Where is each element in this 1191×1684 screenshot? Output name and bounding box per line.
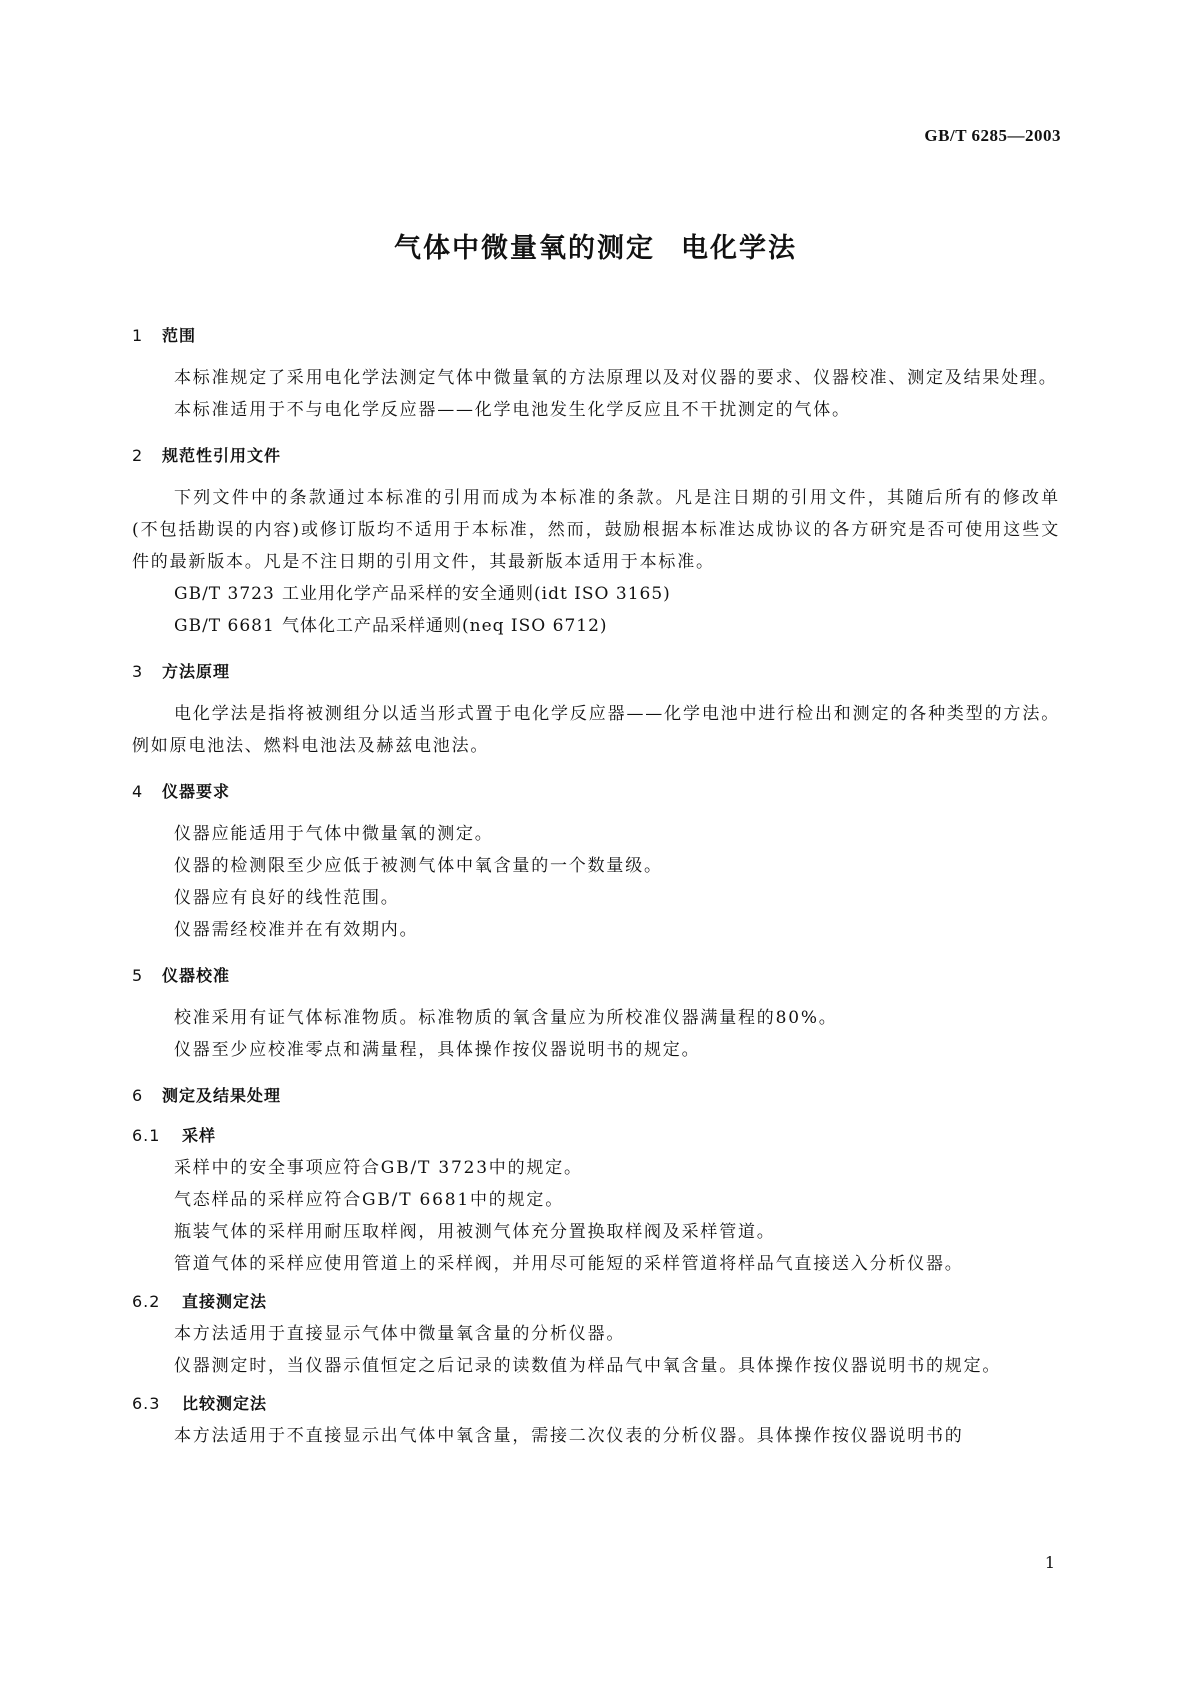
section-4-line: 仪器应有良好的线性范围。: [174, 888, 400, 908]
document-title: [0, 226, 1191, 265]
section-4-line: 仪器应能适用于气体中微量氧的测定。: [174, 824, 494, 844]
reference-code: GB/T 6681: [174, 616, 275, 636]
reference-item: [132, 578, 1060, 610]
section-4-line: 仪器的检测限至少应低于被测气体中氧含量的一个数量级。: [174, 856, 663, 876]
subsection-6-1-line: 气态样品的采样应符合GB/T 6681中的规定。: [174, 1190, 565, 1210]
section-number: 6: [132, 1086, 144, 1105]
subsection-title: 采样: [182, 1126, 217, 1145]
section-title: 仪器校准: [162, 966, 231, 985]
section-3-paragraph-1: 电化学法是指将被测组分以适当形式置于电化学反应器——化学电池中进行检出和测定的各种类型的方法。例如原电池法、燃料电池法及赫兹电池法。: [132, 704, 1060, 756]
subsection-6-2-paragraph-2: 仪器测定时，当仪器示值恒定之后记录的读数值为样品气中氧含量。具体操作按仪器说明书的规定。: [174, 1356, 1002, 1376]
section-3-heading: [132, 658, 1060, 686]
section-title: 测定及结果处理: [162, 1086, 282, 1105]
subsection-6-2-heading: [132, 1288, 1060, 1316]
subsection-number: 6.1: [132, 1126, 161, 1145]
subsection-title: 直接测定法: [182, 1292, 268, 1311]
subsection-number: 6.2: [132, 1292, 161, 1311]
section-title: 仪器要求: [162, 782, 231, 801]
document-body: [132, 322, 1060, 1452]
section-1-heading: [132, 322, 1060, 350]
title-part-2: 电化学法: [681, 233, 797, 264]
subsection-6-1-line: 管道气体的采样应使用管道上的采样阀，并用尽可能短的采样管道将样品气直接送入分析仪器。: [174, 1254, 964, 1274]
section-title: 规范性引用文件: [162, 446, 282, 465]
section-number: 3: [132, 662, 144, 681]
section-2-paragraph-1: 下列文件中的条款通过本标准的引用而成为本标准的条款。凡是注日期的引用文件，其随后所有的修改单(不包括勘误的内容)或修订版均不适用于本标准，然而，鼓励根据本标准达成协议的各方研究是否可使用这些文件的最新版本。凡是不注日期的引用文件，其最新版本适用于本标准。: [132, 488, 1060, 572]
reference-item: [132, 610, 1060, 642]
section-6-heading: [132, 1082, 1060, 1110]
reference-title: 工业用化学产品采样的安全通则(idt ISO 3165): [282, 584, 671, 604]
section-5-line: 仪器至少应校准零点和满量程，具体操作按仪器说明书的规定。: [174, 1040, 701, 1060]
section-4-heading: [132, 778, 1060, 806]
reference-code: GB/T 3723: [174, 584, 275, 604]
section-title: 方法原理: [162, 662, 231, 681]
subsection-6-1-line: 采样中的安全事项应符合GB/T 3723中的规定。: [174, 1158, 583, 1178]
section-1-paragraph-1: 本标准规定了采用电化学法测定气体中微量氧的方法原理以及对仪器的要求、仪器校准、测定及结果处理。: [174, 368, 1058, 388]
subsection-number: 6.3: [132, 1394, 161, 1413]
page-number: 1: [1044, 1553, 1055, 1572]
section-2-heading: [132, 442, 1060, 470]
subsection-6-3-paragraph-1: 本方法适用于不直接显示出气体中氧含量，需接二次仪表的分析仪器。具体操作按仪器说明书的: [174, 1426, 964, 1446]
section-5-heading: [132, 962, 1060, 990]
section-number: 5: [132, 966, 144, 985]
subsection-6-1-heading: [132, 1122, 1060, 1150]
section-number: 4: [132, 782, 144, 801]
subsection-6-1-line: 瓶装气体的采样用耐压取样阀，用被测气体充分置换取样阀及采样管道。: [174, 1222, 776, 1242]
subsection-6-2-paragraph-1: 本方法适用于直接显示气体中微量氧含量的分析仪器。: [174, 1324, 626, 1344]
section-number: 2: [132, 446, 144, 465]
section-title: 范围: [162, 326, 197, 345]
section-1-paragraph-2: 本标准适用于不与电化学反应器——化学电池发生化学反应且不干扰测定的气体。: [174, 400, 851, 420]
standard-code: GB/T 6285—2003: [924, 126, 1061, 145]
subsection-6-3-heading: [132, 1390, 1060, 1418]
section-4-line: 仪器需经校准并在有效期内。: [174, 920, 419, 940]
section-number: 1: [132, 326, 144, 345]
title-part-1: 气体中微量氧的测定: [394, 233, 655, 264]
subsection-title: 比较测定法: [182, 1394, 268, 1413]
reference-title: 气体化工产品采样通则(neq ISO 6712): [282, 616, 608, 636]
section-5-line: 校准采用有证气体标准物质。标准物质的氧含量应为所校准仪器满量程的80%。: [174, 1008, 838, 1028]
